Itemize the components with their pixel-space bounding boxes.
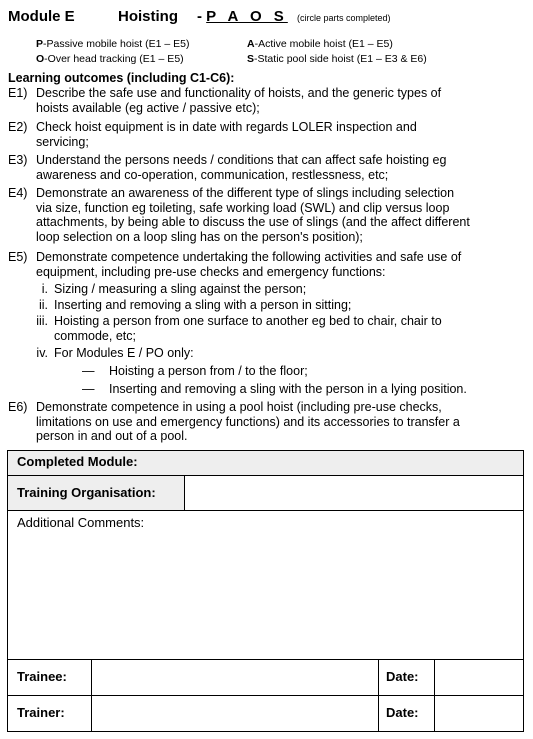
outcome-code: E3) (8, 153, 28, 167)
trainee-date-label-cell (379, 660, 434, 695)
dash-marker: — (82, 382, 95, 396)
subitem-line: For Modules E / PO only: (54, 346, 194, 360)
legend-a-text: -Active mobile hoist (E1 – E5) (254, 38, 393, 50)
subitem-number: iv. (36, 346, 48, 360)
legend-s-text: -Static pool side hoist (E1 – E3 & E6) (254, 53, 427, 65)
trainer-label: Trainer: (17, 705, 65, 720)
module-title: Hoisting (118, 8, 178, 25)
legend-s-key: S (247, 53, 255, 65)
trainee-label: Trainee: (17, 669, 67, 684)
outcome-line: Describe the safe use and functionality of hoists, and the generic types of (36, 86, 442, 100)
subitem-line: Inserting and removing a sling with a person in sitting; (54, 298, 352, 312)
dash-item-text: Inserting and removing a sling with the person in a lying position. (109, 382, 467, 396)
subitem-number: iii. (36, 314, 48, 328)
outcome-line: hoists available (eg active / passive etc); (36, 100, 260, 115)
outcome-code: E1) (8, 86, 28, 100)
signoff-table (7, 450, 524, 732)
additional-comments-label: Additional Comments: (17, 515, 145, 530)
trainee-date-field[interactable] (435, 660, 523, 695)
legend-overhead (36, 53, 184, 65)
subitem-line: commode, etc; (54, 328, 136, 343)
circle-parts-note: (circle parts completed) (297, 13, 391, 23)
outcome-line: person in and out of a pool. (36, 429, 188, 443)
outcome-line: Demonstrate an awareness of the different type of slings including selection (36, 186, 455, 200)
trainer-date-label: Date: (386, 705, 419, 720)
legend-p-text: -Passive mobile hoist (E1 – E5) (43, 38, 190, 50)
outcome-line: attachments, by being able to discuss the use of slings (and the affect different (36, 215, 470, 229)
outcome-line: Understand the persons needs / conditions that can affect safe hoisting eg (36, 153, 447, 167)
dash-marker: — (82, 364, 95, 378)
legend-static-pool (247, 53, 427, 65)
legend-p-key: P (36, 38, 44, 50)
outcome-line: equipment, including pre-use checks and emergency functions: (36, 264, 386, 279)
subitem-line: Sizing / measuring a sling against the person; (54, 282, 307, 296)
completed-module-row (8, 451, 523, 475)
outcome-line: loop selection on a loop sling has on the person's position); (36, 229, 363, 244)
module-code-letters: P A O S (206, 8, 288, 25)
dash-item-text: Hoisting a person from / to the floor; (109, 364, 308, 378)
outcome-line: Check hoist equipment is in date with regards LOLER inspection and (36, 120, 417, 134)
legend-passive (36, 38, 190, 50)
trainer-name-field[interactable] (92, 696, 378, 732)
module-code-prefix: - (197, 8, 207, 25)
trainer-label-cell (8, 696, 91, 732)
learning-outcomes-heading: Learning outcomes (including C1-C6): (8, 71, 235, 85)
outcome-code: E5) (8, 250, 28, 264)
trainee-date-label: Date: (386, 669, 419, 684)
subitem-line: Hoisting a person from one surface to another eg bed to chair, chair to (54, 314, 442, 328)
subitem-number: ii. (38, 298, 48, 312)
subitem-number: i. (41, 282, 48, 296)
legend-o-text: -Over head tracking (E1 – E5) (44, 53, 184, 65)
training-org-field[interactable] (185, 476, 523, 510)
trainer-date-label-cell (379, 696, 434, 732)
trainee-name-field[interactable] (92, 660, 378, 695)
training-org-label: Training Organisation: (17, 485, 156, 500)
trainee-label-cell (8, 660, 91, 695)
outcome-line: Demonstrate competence in using a pool hoist (including pre-use checks, (36, 400, 442, 414)
completed-module-label: Completed Module: (17, 454, 138, 469)
outcome-line: via size, function eg toileting, safe working load (SWL) and clip versus loop (36, 200, 450, 215)
legend-o-key: O (36, 53, 45, 65)
outcome-code: E2) (8, 120, 28, 134)
outcome-line: awareness and co-operation, communication, restlessness, etc; (36, 167, 389, 182)
outcome-line: limitations on use and emergency functions) and its accessories to transfer a (36, 414, 460, 429)
module-parts-code (197, 8, 288, 25)
legend-a-key: A (247, 38, 255, 50)
additional-comments-field[interactable] (8, 511, 523, 659)
legend-active (247, 38, 393, 50)
module-label: Module E (8, 8, 75, 25)
outcome-code: E6) (8, 400, 28, 414)
outcome-code: E4) (8, 186, 28, 200)
trainer-date-field[interactable] (435, 696, 523, 732)
outcome-line: Demonstrate competence undertaking the following activities and safe use of (36, 250, 462, 264)
outcome-line: servicing; (36, 134, 89, 149)
training-org-label-cell (8, 476, 184, 510)
